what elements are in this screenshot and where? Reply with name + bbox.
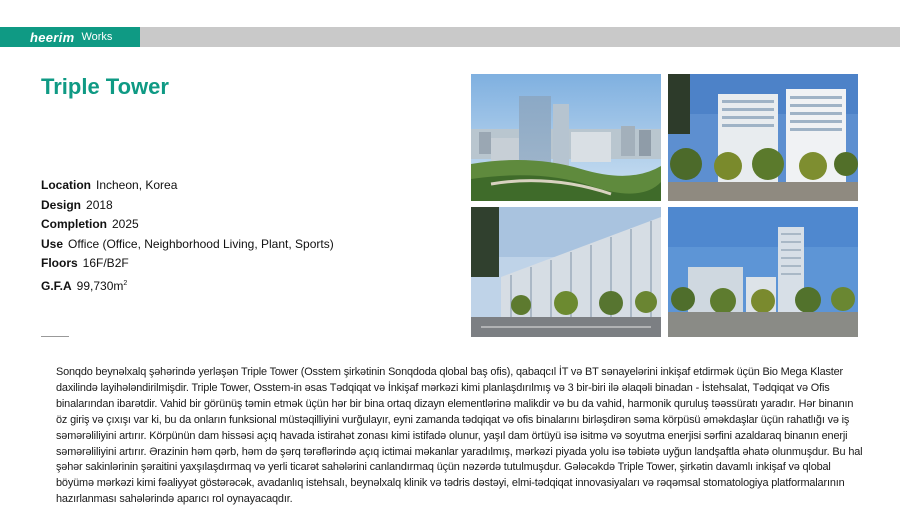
project-description: Sonqdo beynəlxalq şəhərində yerləşən Triple Tower (Osstem şirkətinin Sonqdoda qlobal baş ofis), qabaqcıl İT və BT sənayelərini inkişaf etdirmək üçün Bio Mega Klaster daxilində layihələndirilmişdir. Triple Tower, Osstem-in əsas Tədqiqat və İnkişaf mərkəzi kimi planlaşdırılmış və 3 bir-biri ilə əlaqəli binadan - İstehsalat, Tədqiqat və Ofis binalarından ibarətdir. Vahid bir görünüş təmin etmək üçün hər bir bina ortaq dizayn elementlərinə malikdir və bu da vahid, harmonik quruluş təəssüratı yaradır. Hər binanın öz giriş və çıxışı var ki, bu da onların funksional müstəqilliyini vurğulayır, eyni zamanda tədqiqat və ofis binalarını birləşdirən səma körpüsü əməkdaşlar üçün rahatlığı və iş səmərəliliyini artırır. Körpünün dam hissəsi açıq havada istirahət zonası kimi istifadə olunur, yaşıl dam örtüyü isə isitmə və soyutma enerjisi sərfini azaldaraq binanın enerji səmərəliliyini artırır. Ərazinin həm qərb, həm də şərq tərəflərində açıq ictimai məkanlar yaradılmış, mərkəzi piyada yolu isə təbiətə uyğun landşaftla əhatə olunmuşdur. Bu hal şəhər sakinlərinin şəraitini yaxşılaşdırmaq və yerli ticarət sahələrini canlandırmaq üçün nəzərdə tutulmuşdur. Gələcəkdə Triple Tower, şirkətin davamlı inkişaf və qlobal böyümə mərkəzi kimi fəaliyyət göstərəcək, avadanlıq istehsalı, beynəlxalq klinik və tədris dəstəyi, elmi-tədqiqat innovasiyaları və rəqəmsal stomatologiya platformalarının hazırlanması sahələrində aparıcı rol oynayacaqdır. bbox=[56, 366, 863, 506]
spec-value: 2025 bbox=[112, 217, 139, 231]
photo-aerial-view bbox=[471, 74, 661, 201]
spec-label: Completion bbox=[41, 217, 107, 231]
spec-location bbox=[41, 176, 334, 196]
spec-value: 99,730m bbox=[76, 278, 124, 293]
project-title: Triple Tower bbox=[41, 74, 169, 99]
photo-distant-view bbox=[668, 207, 858, 337]
photo-street-view bbox=[668, 74, 858, 201]
spec-floors bbox=[41, 254, 334, 274]
project-specs bbox=[41, 176, 334, 296]
spec-label: Design bbox=[41, 197, 82, 212]
spec-design bbox=[41, 196, 334, 216]
spec-use bbox=[41, 235, 334, 255]
spec-label: Location bbox=[41, 178, 91, 192]
spec-label: Floors bbox=[41, 256, 78, 270]
spec-gfa bbox=[41, 274, 334, 297]
spec-completion bbox=[41, 215, 334, 235]
spec-superscript: 2 bbox=[123, 279, 128, 287]
brand-logo: heerim bbox=[30, 29, 75, 45]
spec-value: 2018 bbox=[86, 197, 113, 212]
spec-label: Use bbox=[41, 236, 64, 251]
divider bbox=[41, 336, 69, 337]
brand-tab bbox=[0, 27, 140, 47]
spec-value: Incheon, Korea bbox=[96, 178, 178, 192]
spec-value: 16F/B2F bbox=[82, 256, 129, 270]
section-label: Works bbox=[81, 31, 113, 43]
photo-facade-view bbox=[471, 207, 661, 337]
spec-label: G.F.A bbox=[41, 278, 72, 293]
header-bar bbox=[0, 27, 900, 47]
spec-value: Office (Office, Neighborhood Living, Plant, Sports) bbox=[68, 236, 334, 251]
